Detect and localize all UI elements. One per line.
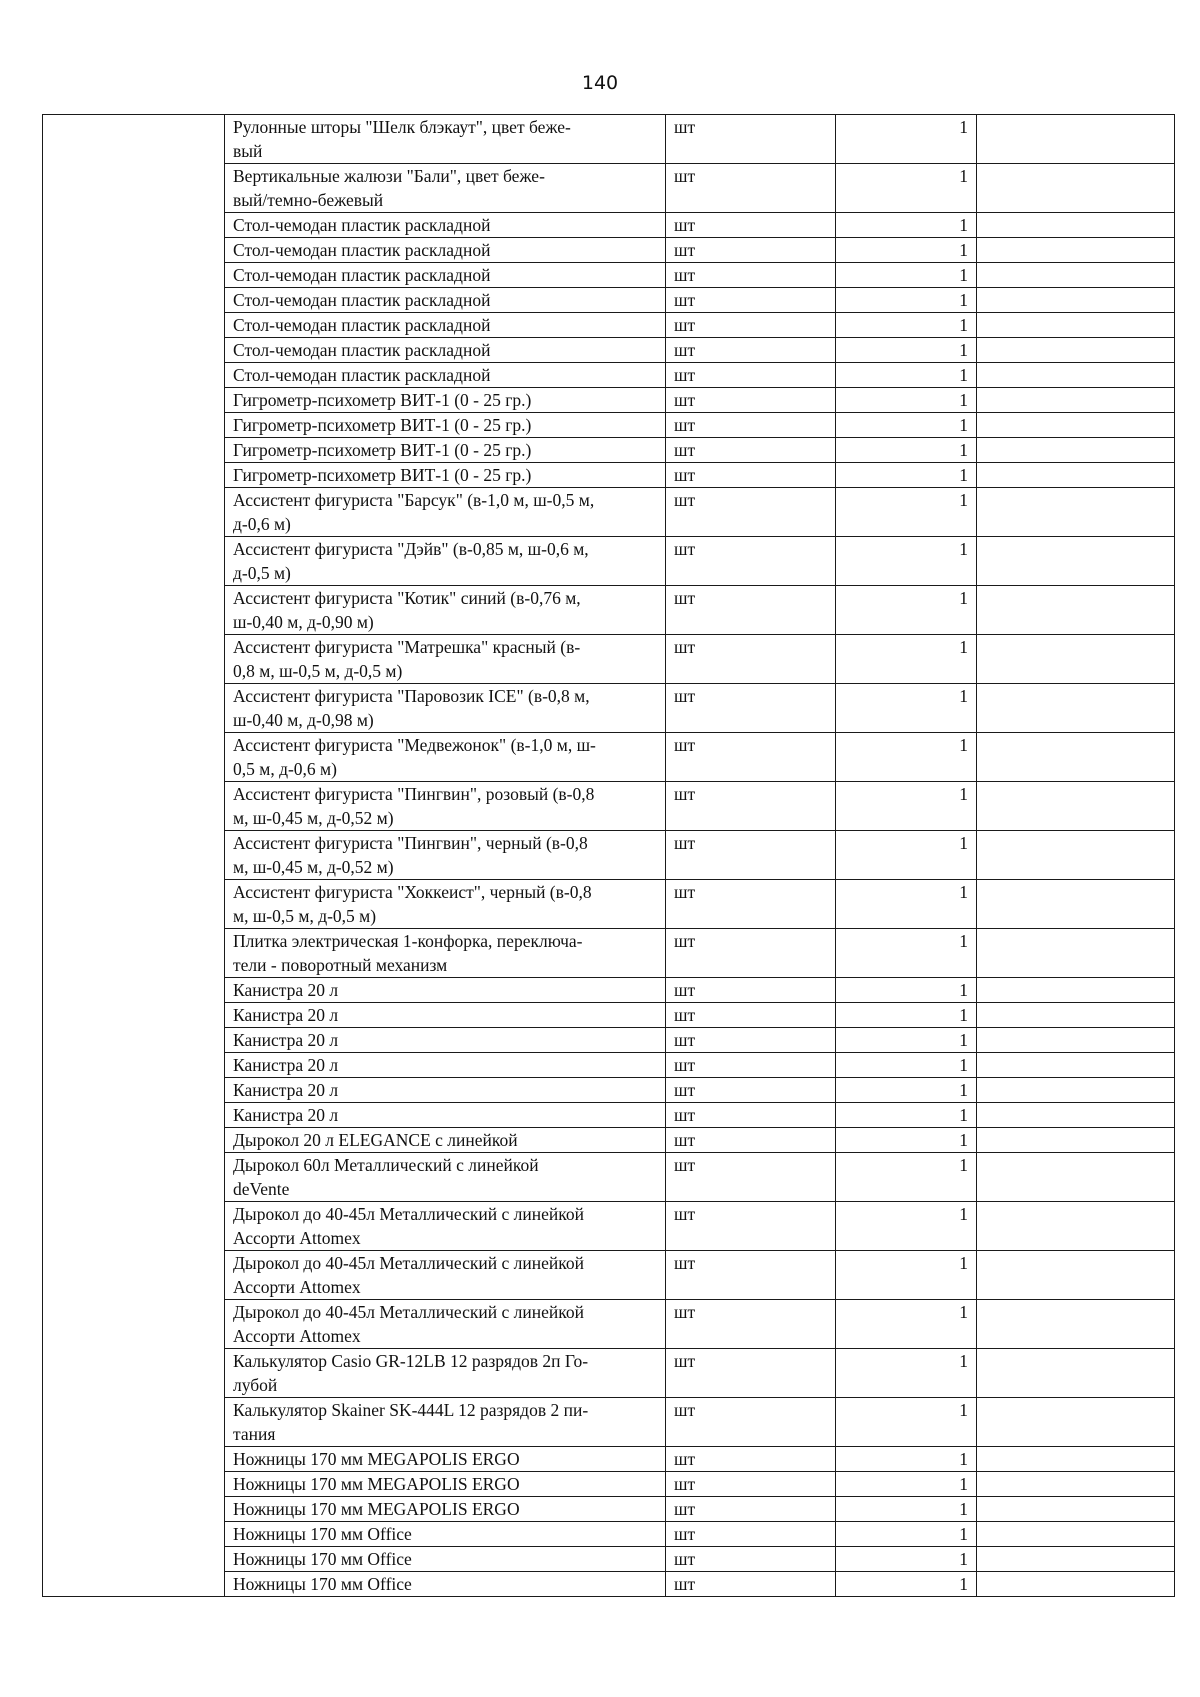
note-cell	[977, 635, 1175, 684]
item-name-cell: Канистра 20 л	[225, 978, 666, 1003]
quantity-cell: 1	[836, 463, 977, 488]
item-name-cell: Ножницы 170 мм MEGAPOLIS ERGO	[225, 1447, 666, 1472]
unit-cell: шт	[666, 313, 836, 338]
quantity-cell: 1	[836, 1497, 977, 1522]
note-cell	[977, 1153, 1175, 1202]
unit-cell: шт	[666, 338, 836, 363]
quantity-cell: 1	[836, 488, 977, 537]
item-name-cell: Канистра 20 л	[225, 1003, 666, 1028]
quantity-cell: 1	[836, 1028, 977, 1053]
item-name-cell: Стол-чемодан пластик раскладной	[225, 313, 666, 338]
note-cell	[977, 1251, 1175, 1300]
quantity-cell: 1	[836, 164, 977, 213]
unit-cell: шт	[666, 263, 836, 288]
quantity-cell: 1	[836, 782, 977, 831]
note-cell	[977, 1522, 1175, 1547]
item-name-cell: Стол-чемодан пластик раскладной	[225, 288, 666, 313]
note-cell	[977, 463, 1175, 488]
quantity-cell: 1	[836, 978, 977, 1003]
item-name-cell: Дырокол до 40-45л Металлический с линейкой Ассорти Attomex	[225, 1202, 666, 1251]
unit-cell: шт	[666, 438, 836, 463]
quantity-cell: 1	[836, 1003, 977, 1028]
unit-cell: шт	[666, 1251, 836, 1300]
inventory-table	[42, 114, 1175, 1597]
inventory-table-body	[43, 115, 1175, 1597]
note-cell	[977, 1202, 1175, 1251]
quantity-cell: 1	[836, 1103, 977, 1128]
unit-cell: шт	[666, 929, 836, 978]
note-cell	[977, 488, 1175, 537]
page-number: 140	[581, 72, 619, 94]
item-name-cell: Ассистент фигуриста "Матрешка" красный (в- 0,8 м, ш-0,5 м, д-0,5 м)	[225, 635, 666, 684]
item-name-cell: Канистра 20 л	[225, 1078, 666, 1103]
unit-cell: шт	[666, 213, 836, 238]
quantity-cell: 1	[836, 413, 977, 438]
quantity-cell: 1	[836, 1251, 977, 1300]
item-name-cell: Ассистент фигуриста "Медвежонок" (в-1,0 м, ш- 0,5 м, д-0,6 м)	[225, 733, 666, 782]
quantity-cell: 1	[836, 238, 977, 263]
quantity-cell: 1	[836, 115, 977, 164]
note-cell	[977, 1398, 1175, 1447]
note-cell	[977, 388, 1175, 413]
item-name-cell: Ножницы 170 мм Office	[225, 1572, 666, 1597]
unit-cell: шт	[666, 1547, 836, 1572]
note-cell	[977, 1572, 1175, 1597]
unit-cell: шт	[666, 413, 836, 438]
item-name-cell: Дырокол до 40-45л Металлический с линейкой Ассорти Attomex	[225, 1300, 666, 1349]
note-cell	[977, 537, 1175, 586]
item-name-cell: Ножницы 170 мм MEGAPOLIS ERGO	[225, 1497, 666, 1522]
note-cell	[977, 1128, 1175, 1153]
item-name-cell: Калькулятор Casio GR-12LB 12 разрядов 2п Го- лубой	[225, 1349, 666, 1398]
item-name-cell: Ассистент фигуриста "Пингвин", черный (в-0,8 м, ш-0,45 м, д-0,52 м)	[225, 831, 666, 880]
unit-cell: шт	[666, 363, 836, 388]
quantity-cell: 1	[836, 1202, 977, 1251]
unit-cell: шт	[666, 1447, 836, 1472]
unit-cell: шт	[666, 831, 836, 880]
unit-cell: шт	[666, 684, 836, 733]
item-name-cell: Гигрометр-психометр ВИТ-1 (0 - 25 гр.)	[225, 388, 666, 413]
item-name-cell: Стол-чемодан пластик раскладной	[225, 338, 666, 363]
note-cell	[977, 115, 1175, 164]
note-cell	[977, 1003, 1175, 1028]
note-cell	[977, 929, 1175, 978]
unit-cell: шт	[666, 1003, 836, 1028]
item-name-cell: Стол-чемодан пластик раскладной	[225, 213, 666, 238]
note-cell	[977, 782, 1175, 831]
unit-cell: шт	[666, 1202, 836, 1251]
item-name-cell: Канистра 20 л	[225, 1028, 666, 1053]
note-cell	[977, 1053, 1175, 1078]
item-name-cell: Ассистент фигуриста "Барсук" (в-1,0 м, ш-0,5 м, д-0,6 м)	[225, 488, 666, 537]
item-name-cell: Ассистент фигуриста "Дэйв" (в-0,85 м, ш-0,6 м, д-0,5 м)	[225, 537, 666, 586]
quantity-cell: 1	[836, 213, 977, 238]
unit-cell: шт	[666, 1078, 836, 1103]
item-name-cell: Ассистент фигуриста "Пингвин", розовый (в-0,8 м, ш-0,45 м, д-0,52 м)	[225, 782, 666, 831]
unit-cell: шт	[666, 1053, 836, 1078]
item-name-cell: Стол-чемодан пластик раскладной	[225, 263, 666, 288]
note-cell	[977, 1497, 1175, 1522]
note-cell	[977, 238, 1175, 263]
item-name-cell: Вертикальные жалюзи "Бали", цвет беже- вый/темно-бежевый	[225, 164, 666, 213]
unit-cell: шт	[666, 1522, 836, 1547]
note-cell	[977, 1447, 1175, 1472]
note-cell	[977, 880, 1175, 929]
unit-cell: шт	[666, 782, 836, 831]
quantity-cell: 1	[836, 338, 977, 363]
quantity-cell: 1	[836, 288, 977, 313]
quantity-cell: 1	[836, 1447, 977, 1472]
unit-cell: шт	[666, 164, 836, 213]
item-name-cell: Ножницы 170 мм Office	[225, 1522, 666, 1547]
item-name-cell: Канистра 20 л	[225, 1053, 666, 1078]
quantity-cell: 1	[836, 880, 977, 929]
unit-cell: шт	[666, 463, 836, 488]
note-cell	[977, 1300, 1175, 1349]
unit-cell: шт	[666, 1103, 836, 1128]
note-cell	[977, 438, 1175, 463]
unit-cell: шт	[666, 388, 836, 413]
unit-cell: шт	[666, 537, 836, 586]
group-cell	[43, 115, 225, 1597]
unit-cell: шт	[666, 880, 836, 929]
quantity-cell: 1	[836, 684, 977, 733]
note-cell	[977, 313, 1175, 338]
quantity-cell: 1	[836, 1398, 977, 1447]
note-cell	[977, 1028, 1175, 1053]
table-row	[43, 115, 1175, 164]
note-cell	[977, 733, 1175, 782]
note-cell	[977, 288, 1175, 313]
quantity-cell: 1	[836, 388, 977, 413]
quantity-cell: 1	[836, 1572, 977, 1597]
note-cell	[977, 1349, 1175, 1398]
unit-cell: шт	[666, 586, 836, 635]
unit-cell: шт	[666, 1028, 836, 1053]
item-name-cell: Дырокол 20 л ELEGANCE с линейкой	[225, 1128, 666, 1153]
note-cell	[977, 1103, 1175, 1128]
item-name-cell: Стол-чемодан пластик раскладной	[225, 238, 666, 263]
unit-cell: шт	[666, 1497, 836, 1522]
item-name-cell: Канистра 20 л	[225, 1103, 666, 1128]
unit-cell: шт	[666, 288, 836, 313]
quantity-cell: 1	[836, 363, 977, 388]
quantity-cell: 1	[836, 1547, 977, 1572]
item-name-cell: Плитка электрическая 1-конфорка, переключа- тели - поворотный механизм	[225, 929, 666, 978]
quantity-cell: 1	[836, 313, 977, 338]
note-cell	[977, 363, 1175, 388]
note-cell	[977, 684, 1175, 733]
unit-cell: шт	[666, 1398, 836, 1447]
quantity-cell: 1	[836, 1522, 977, 1547]
note-cell	[977, 978, 1175, 1003]
item-name-cell: Дырокол до 40-45л Металлический с линейкой Ассорти Attomex	[225, 1251, 666, 1300]
note-cell	[977, 213, 1175, 238]
quantity-cell: 1	[836, 1300, 977, 1349]
quantity-cell: 1	[836, 438, 977, 463]
quantity-cell: 1	[836, 1128, 977, 1153]
quantity-cell: 1	[836, 263, 977, 288]
note-cell	[977, 413, 1175, 438]
item-name-cell: Ножницы 170 мм Office	[225, 1547, 666, 1572]
unit-cell: шт	[666, 1572, 836, 1597]
quantity-cell: 1	[836, 635, 977, 684]
unit-cell: шт	[666, 1349, 836, 1398]
item-name-cell: Гигрометр-психометр ВИТ-1 (0 - 25 гр.)	[225, 413, 666, 438]
item-name-cell: Калькулятор Skainer SK-444L 12 разрядов 2 пи- тания	[225, 1398, 666, 1447]
note-cell	[977, 1547, 1175, 1572]
item-name-cell: Ассистент фигуриста "Паровозик ICE" (в-0,8 м, ш-0,40 м, д-0,98 м)	[225, 684, 666, 733]
note-cell	[977, 164, 1175, 213]
item-name-cell: Стол-чемодан пластик раскладной	[225, 363, 666, 388]
quantity-cell: 1	[836, 586, 977, 635]
quantity-cell: 1	[836, 1472, 977, 1497]
quantity-cell: 1	[836, 1153, 977, 1202]
note-cell	[977, 338, 1175, 363]
quantity-cell: 1	[836, 929, 977, 978]
unit-cell: шт	[666, 733, 836, 782]
note-cell	[977, 586, 1175, 635]
unit-cell: шт	[666, 978, 836, 1003]
quantity-cell: 1	[836, 1349, 977, 1398]
quantity-cell: 1	[836, 733, 977, 782]
unit-cell: шт	[666, 238, 836, 263]
quantity-cell: 1	[836, 1078, 977, 1103]
note-cell	[977, 1472, 1175, 1497]
item-name-cell: Ассистент фигуриста "Котик" синий (в-0,76 м, ш-0,40 м, д-0,90 м)	[225, 586, 666, 635]
item-name-cell: Дырокол 60л Металлический с линейкой deVente	[225, 1153, 666, 1202]
unit-cell: шт	[666, 115, 836, 164]
unit-cell: шт	[666, 1472, 836, 1497]
item-name-cell: Рулонные шторы "Шелк блэкаут", цвет беже- вый	[225, 115, 666, 164]
item-name-cell: Гигрометр-психометр ВИТ-1 (0 - 25 гр.)	[225, 463, 666, 488]
item-name-cell: Ножницы 170 мм MEGAPOLIS ERGO	[225, 1472, 666, 1497]
unit-cell: шт	[666, 1128, 836, 1153]
item-name-cell: Гигрометр-психометр ВИТ-1 (0 - 25 гр.)	[225, 438, 666, 463]
item-name-cell: Ассистент фигуриста "Хоккеист", черный (в-0,8 м, ш-0,5 м, д-0,5 м)	[225, 880, 666, 929]
unit-cell: шт	[666, 1153, 836, 1202]
note-cell	[977, 831, 1175, 880]
quantity-cell: 1	[836, 831, 977, 880]
quantity-cell: 1	[836, 1053, 977, 1078]
unit-cell: шт	[666, 1300, 836, 1349]
note-cell	[977, 1078, 1175, 1103]
note-cell	[977, 263, 1175, 288]
unit-cell: шт	[666, 635, 836, 684]
unit-cell: шт	[666, 488, 836, 537]
quantity-cell: 1	[836, 537, 977, 586]
